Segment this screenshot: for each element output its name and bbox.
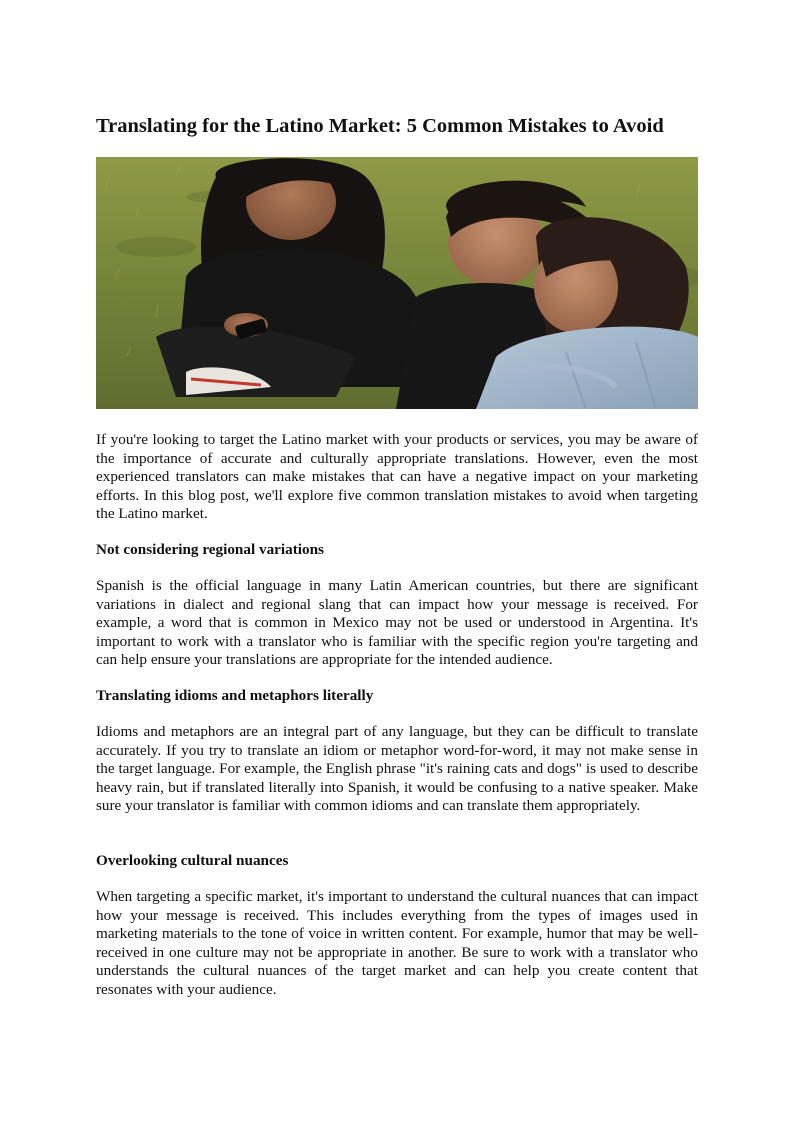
section-body-regional-variations: Spanish is the official language in many Latin American countries, but there are significant variations in dialect and regional slang that can impact how your message is received. For example, a word that is common in Mexico may not be used or understood in Argentina. It's important to work with a translator who is familiar with the specific region you're targeting and can help ensure your translations are appropriate for the intended audience. — [96, 577, 698, 669]
section-body-idioms: Idioms and metaphors are an integral part of any language, but they can be difficult to translate accurately. If you try to translate an idiom or metaphor word-for-word, it may not make sense in the target language. For example, the English phrase "it's raining cats and dogs" is used to describe heavy rain, but if translated literally into Spanish, it would be confusing to a native speaker. Make sure your translator is familiar with common idioms and can translate them appropriately. — [96, 723, 698, 815]
hero-photo — [96, 157, 698, 409]
section-heading-cultural-nuances: Overlooking cultural nuances — [96, 852, 289, 869]
section-body-cultural-nuances: When targeting a specific market, it's important to understand the cultural nuances that can impact how your message is received. This includes everything from the types of images used in marketing materials to the tone of voice in written content. For example, humor that may be well-received in one culture may not be appropriate in another. Be sure to work with a translator who understands the cultural nuances of the target market and can help you create content that resonates with your audience. — [96, 888, 698, 998]
section-heading-idioms: Translating idioms and metaphors literally — [96, 687, 374, 704]
section-heading-regional-variations: Not considering regional variations — [96, 541, 324, 558]
photo-three-friends-on-grass — [96, 157, 698, 409]
page-title: Translating for the Latino Market: 5 Common Mistakes to Avoid — [96, 115, 664, 137]
intro-paragraph: If you're looking to target the Latino market with your products or services, you may be aware of the importance of accurate and culturally appropriate translations. However, even the most experienced translators can make mistakes that can have a negative impact on your marketing efforts. In this blog post, we'll explore five common translation mistakes to avoid when targeting the Latino market. — [96, 431, 698, 523]
